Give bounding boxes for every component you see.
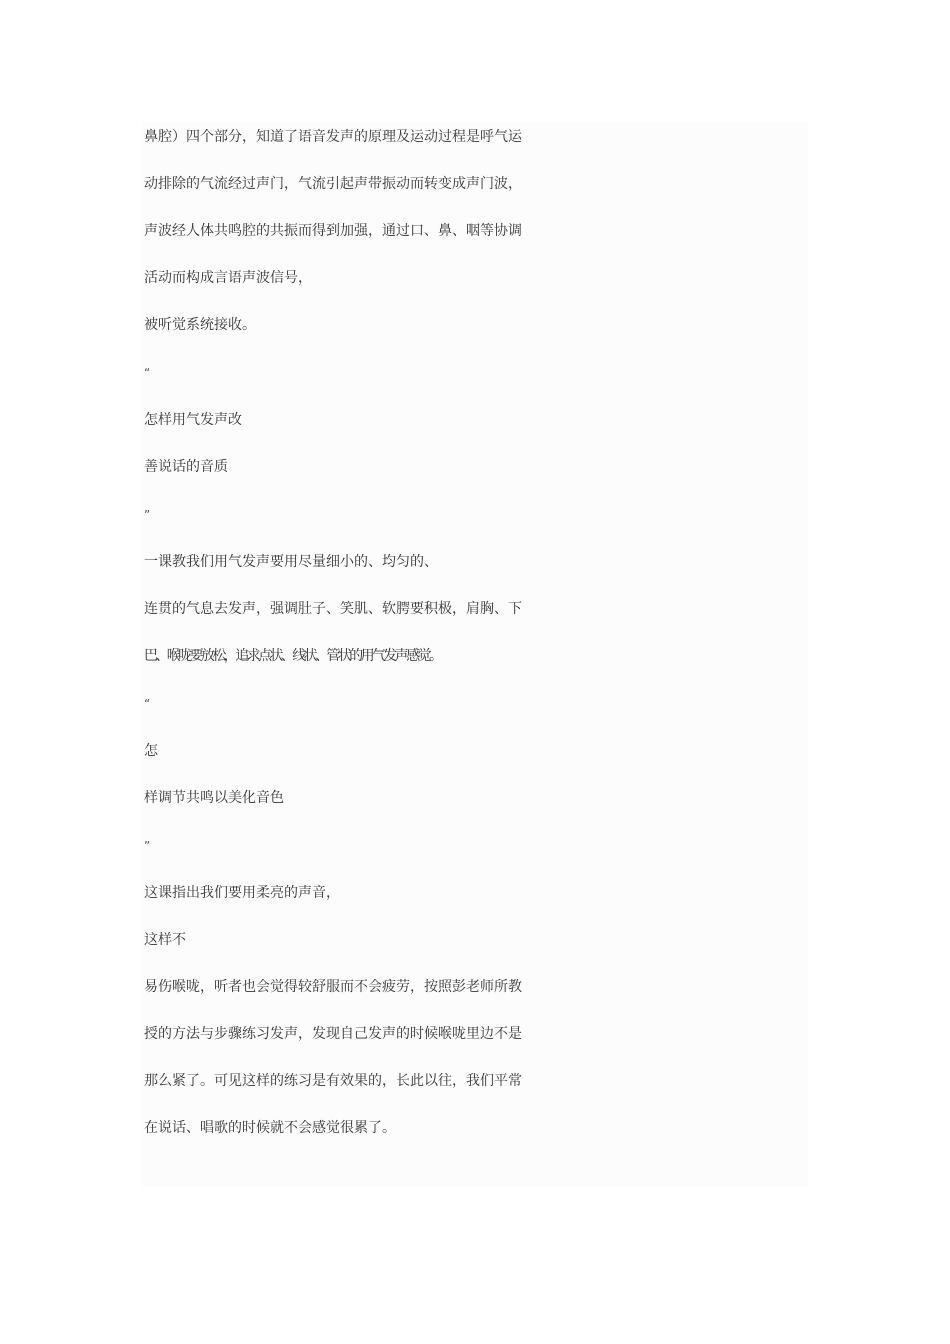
text-line: 巴、喉咙要放松，追求点状、线状、管状的用气发声感觉。 <box>144 648 441 664</box>
text-line: 被听觉系统接收。 <box>144 317 256 333</box>
text-line: 易伤喉咙，听者也会觉得较舒服而不会疲劳，按照彭老师所教 <box>144 979 522 995</box>
open-quote-mark: “ <box>144 697 151 711</box>
text-line: 授的方法与步骤练习发声，发现自己发声的时候喉咙里边不是 <box>144 1026 522 1042</box>
open-quote-mark: “ <box>144 366 151 380</box>
text-line: 这样不 <box>144 932 186 948</box>
heading-fragment: 怎 <box>144 743 158 759</box>
text-line: 那么紧了。可见这样的练习是有效果的，长此以往，我们平常 <box>144 1073 522 1089</box>
close-quote-mark: ” <box>144 508 151 522</box>
heading-fragment: 善说话的音质 <box>144 459 228 475</box>
text-line: 动排除的气流经过声门，气流引起声带振动而转变成声门波， <box>144 176 522 192</box>
close-quote-mark: ” <box>144 839 151 853</box>
text-line: 活动而构成言语声波信号， <box>144 270 312 286</box>
text-line: 声波经人体共鸣腔的共振而得到加强，通过口、鼻、咽等协调 <box>144 223 522 239</box>
heading-fragment: 怎样用气发声改 <box>144 412 242 428</box>
text-line: 鼻腔）四个部分，知道了语音发声的原理及运动过程是呼气运 <box>144 129 522 145</box>
text-line: 在说话、唱歌的时候就不会感觉很累了。 <box>144 1120 396 1136</box>
text-line: 一课教我们用气发声要用尽量细小的、均匀的、 <box>144 554 438 570</box>
text-line: 连贯的气息去发声，强调肚子、笑肌、软腭要积极，肩胸、下 <box>144 601 522 617</box>
heading-fragment: 样调节共鸣以美化音色 <box>144 790 284 806</box>
text-line: 这课指出我们要用柔亮的声音， <box>144 885 340 901</box>
